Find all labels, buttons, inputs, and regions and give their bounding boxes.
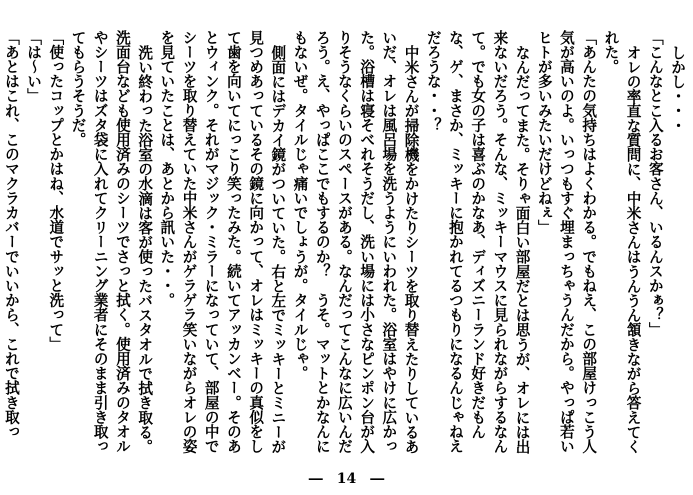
body-text (2, 30, 688, 458)
paragraph: 「あんたの気持ちはよくわかる。でもねえ、この部屋けっこう人気が高いのよ。いっつもすぐ埋まっちゃうんだから。やっぱ若いヒトが多いみたいだけどねぇ」 (535, 30, 598, 454)
paragraph: なんだってまた。そりゃ面白い部屋だとは思うが、オレには出来ないだろう。そんな、ミッキーマウスに見られながらするなんて。でも女の子は喜ぶのかなあ、ディズニーランド好きだもんな、ゲ、まさか、ミッキーに抱かれてるつもりになるんじゃねえだろうな・・？ (424, 30, 531, 454)
paragraph: 「は～い」 (25, 30, 43, 103)
paragraph: オレの率直な質問に、中米さんはうんうん頷きながら答えてくれた。 (602, 30, 642, 454)
paragraph: 洗い終わった浴室の水滴は客が使ったバスタオルで拭き取る。洗面台なども使用済みのシーツでさっと拭く。使用済みのタオルやシーツはズタ袋に入れてクリーニング業者にそのまま引き取ってもらうそうだ。 (69, 30, 154, 454)
paragraph: 「使ったコップとかはね、水道でサッと洗って」 (47, 30, 65, 352)
paragraph: 中米さんが掃除機をかけたりシーツを取り替えたりしているあいだ、オレは風呂場を洗うようにいわれた。浴室はやけに広かった。浴槽は寝そべれそうだし、洗い場には小さなピンポン台が入りそうなくらいのスペースがある。なんだってこんなに広いんだろう。え、やっぱここでもするのか？ うそ。マットとかなんにもないぜ。タイルじゃ痛いでしょうが。タイルじゃ。 (291, 30, 420, 454)
paragraph: 「あとはこれ、このマクラカバーでいいから、これで拭き取っ (2, 30, 20, 439)
paragraph: 側面にはデカイ鏡がついていた。右と左でミッキーとミニーが見つめあっているその鏡に向かって、オレはミッキーの真似をして歯を向いてにっこり笑ったみた。続いてアッカンベー。そのあとウィンク。それがマジック・ミラーになっていて、部屋の中でシーツを取り替えていた中米さんがゲラゲラ笑いながらオレの姿を見ていたことは、あとから訊いた・・。 (158, 30, 287, 454)
paragraph: 「こんなとこ入るお客さん、いるんスかぁ？」 (646, 30, 664, 337)
page-number: ― 14 ― (308, 471, 385, 487)
paragraph: しかし・・・ (669, 44, 686, 133)
